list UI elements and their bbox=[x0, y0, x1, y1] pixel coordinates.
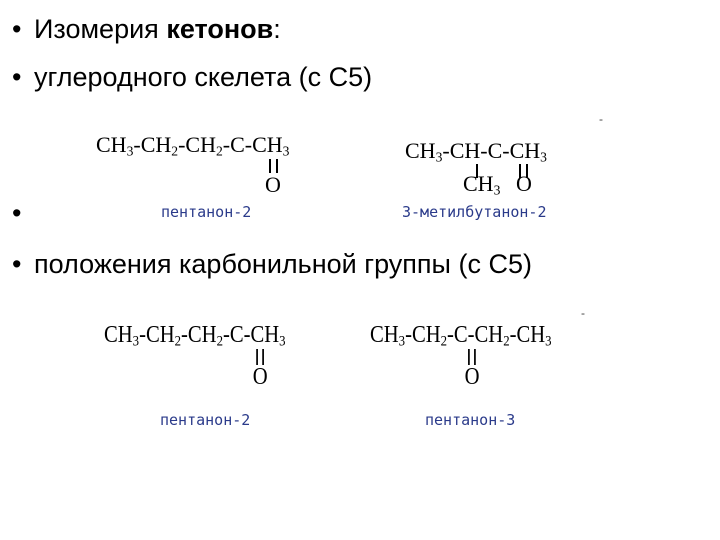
methyl-branch: $CH_3$ bbox=[463, 171, 501, 198]
bullet-marker: • bbox=[12, 198, 22, 228]
bullet-marker: • bbox=[12, 14, 22, 44]
bullet-text-suffix: : bbox=[273, 14, 281, 44]
double-bond bbox=[468, 349, 476, 365]
bullet-carbonyl-position bbox=[12, 249, 532, 280]
double-bond bbox=[269, 159, 278, 173]
bullet-text-bold: кетонов bbox=[166, 14, 274, 44]
caption-pentanone-3: пентанон-3 bbox=[425, 411, 516, 429]
caption-3-methylbutanone-2: 3-метилбутанон-2 bbox=[402, 203, 547, 221]
dash-mark: - bbox=[581, 306, 585, 320]
bullet-text: положения карбонильной группы (с С5) bbox=[34, 249, 532, 279]
double-bond bbox=[256, 349, 264, 365]
bullet-ketone-isomerism bbox=[12, 14, 281, 45]
oxygen-atom: O bbox=[252, 364, 268, 390]
bullet-text: углеродного скелета (с С5) bbox=[34, 62, 373, 92]
bullet-text-prefix: Изомерия bbox=[34, 14, 167, 44]
oxygen-atom: O bbox=[464, 364, 480, 390]
caption-pentanone-2-b: пентанон-2 bbox=[160, 411, 251, 429]
oxygen-atom: O bbox=[265, 172, 281, 197]
formula-main-chain: $CH_3-CH_2-CH_2-C-CH_3$ bbox=[96, 132, 290, 159]
bullet-marker: • bbox=[12, 249, 22, 279]
formula-main-chain: $CH_3-CH_2-CH_2-C-CH_3$ bbox=[104, 322, 286, 350]
bullet-empty bbox=[12, 198, 34, 229]
caption-pentanone-2-a: пентанон-2 bbox=[161, 203, 252, 221]
formula-main-chain: $CH_3-CH_2-C-CH_2-CH_3$ bbox=[370, 322, 552, 350]
bullet-carbon-skeleton bbox=[12, 62, 372, 93]
oxygen-atom: O bbox=[516, 171, 532, 196]
bullet-marker: • bbox=[12, 62, 22, 92]
formula-main-chain: $CH_3-CH-C-CH_3$ bbox=[405, 138, 547, 165]
dash-mark: - bbox=[599, 112, 603, 126]
